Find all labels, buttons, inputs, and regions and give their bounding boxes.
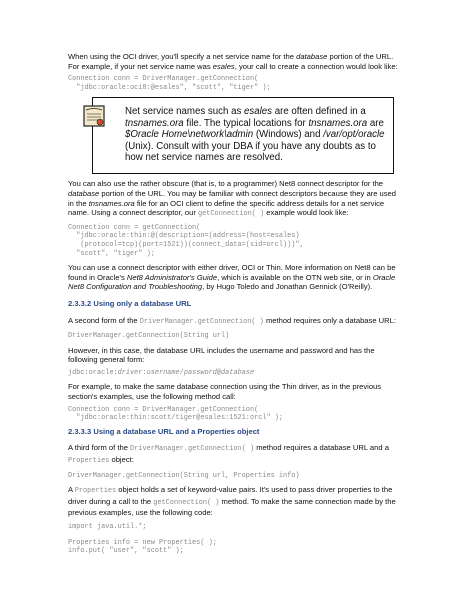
inline-code: getConnection( ) — [153, 498, 220, 507]
code-italic: password — [183, 368, 217, 377]
text: (Unix). Consult with your DBA if you have any doubts as to how net service names are resolved. — [125, 140, 376, 163]
inline-code: Properties — [68, 457, 110, 466]
code-properties-info: Properties info = new Properties( ); info.put( "user", "scott" ); — [68, 538, 217, 556]
paragraph-thin-example: For example, to make the same database connection using the Thin driver, as in the previous section's examples, use the following method call: — [68, 382, 382, 402]
text: When using the OCI driver, you'll specify a net service name for the — [68, 52, 297, 61]
inline-code: DriverManager.getConnection( ) — [130, 445, 255, 454]
text: A third form of the — [68, 443, 131, 453]
text-italic: esales — [212, 61, 235, 71]
paragraph-third-form — [68, 443, 398, 466]
text: file for an OCI client to define the specific address details for a net service name. Using a connect descriptor, our — [68, 198, 385, 218]
code-text: @ — [216, 368, 222, 377]
code-text: / — [179, 368, 184, 377]
text: , which is available on the OTN web site, or in — [217, 272, 373, 282]
paragraph-net8-info — [68, 263, 398, 292]
text-italic: tnsnames.ora — [125, 117, 184, 129]
section-heading-properties: 2.3.3.3 Using a database URL and a Properties object — [68, 426, 260, 436]
text: A — [68, 485, 75, 495]
text-italic: tnsnames.ora — [88, 198, 135, 208]
text: example would look like: — [264, 208, 349, 218]
text: method. To make the same connection made by the previous examples, use the following code: — [68, 496, 396, 518]
text-italic: esales — [244, 106, 273, 118]
note-text — [125, 106, 387, 163]
note-box — [92, 97, 394, 174]
section-heading-database-url: 2.3.3.2 Using only a database URL — [68, 298, 192, 308]
text-italic: /var/opt/oracle — [323, 129, 385, 141]
text-italic: tnsnames.ora — [308, 117, 368, 129]
code-thin-connection: Connection conn = DriverManager.getConnection( "jdbc:oracle:thin:scott/tiger@esales:1521:orcl" ); — [68, 405, 284, 423]
text-italic: database — [68, 188, 100, 198]
inline-code: DriverManager.getConnection( ) — [139, 317, 264, 326]
inline-code: getConnection( ) — [198, 210, 265, 219]
document-page — [68, 52, 398, 556]
text-italic: $Oracle Home\network\admin — [125, 129, 254, 141]
inline-code: Properties — [74, 487, 117, 496]
text: object: — [109, 455, 134, 465]
note-scroll-icon — [81, 103, 107, 129]
text: , by Hugo Toledo and Jonathan Gennick (O'Reilly). — [202, 282, 373, 292]
paragraph-properties-object — [68, 485, 398, 518]
text: (Windows) and — [253, 129, 324, 141]
text: method requires a database URL and a — [254, 443, 389, 453]
text: Net service names such as — [125, 106, 244, 118]
paragraph-general-form: However, in this case, the database URL includes the username and password and has the following general form: — [68, 345, 375, 365]
code-getconnection-url: DriverManager.getConnection(String url) — [68, 332, 230, 341]
code-text: : — [142, 368, 147, 377]
text: are — [367, 117, 384, 129]
text: You can use a connect descriptor with either driver, OCI or Thin. More information on Net8 can be found in Oracle's — [68, 263, 396, 282]
text-italic: Oracle Net8 Configuration and Troubleshooting — [68, 272, 396, 292]
text: You can also use the rather obscure (that is, to a programmer) Net8 connect descriptor for the — [68, 179, 384, 189]
code-italic: database — [221, 368, 255, 377]
text: method requires only a database URL: — [263, 315, 396, 325]
paragraph-oci-intro — [68, 52, 398, 71]
text-italic: Net8 Administrator's Guide — [126, 272, 218, 282]
text: A second form of the — [68, 315, 140, 325]
code-connect-descriptor: Connection conn = getConnection( "jdbc:oracle:thin:@(description=(address=(host=esales) (protocol=tcp)(port=1521))(connect_data=(sid=orcl)))", "scott", "tiger" ); — [68, 223, 304, 258]
text-italic: database — [296, 52, 328, 61]
text: object holds a set of keyword-value pairs. It's used to pass driver properties to the driver during a call to the — [68, 485, 393, 506]
text: portion of the URL. For example, if your net service name was — [68, 52, 394, 71]
text: file. The typical locations for — [183, 117, 309, 129]
paragraph-second-form — [68, 316, 398, 328]
paragraph-connect-descriptor — [68, 179, 398, 219]
code-italic: driver — [117, 368, 143, 377]
code-oci-connection: Connection conn = DriverManager.getConnection( "jdbc:oracle:oci8:@esales", "scott", "tiger" ); — [68, 75, 271, 92]
code-italic: username — [146, 368, 180, 377]
text: , your call to create a connection would look like: — [234, 61, 398, 71]
text: are often defined in a — [272, 106, 366, 118]
code-import: import java.util.*; — [68, 523, 147, 531]
code-url-format — [68, 369, 398, 378]
code-getconnection-properties: DriverManager.getConnection(String url, Properties info) — [68, 471, 300, 480]
text: portion of the URL. You may be familiar with connect descriptors because they are used in the — [68, 188, 396, 208]
code-text: jdbc:oracle: — [68, 368, 118, 377]
